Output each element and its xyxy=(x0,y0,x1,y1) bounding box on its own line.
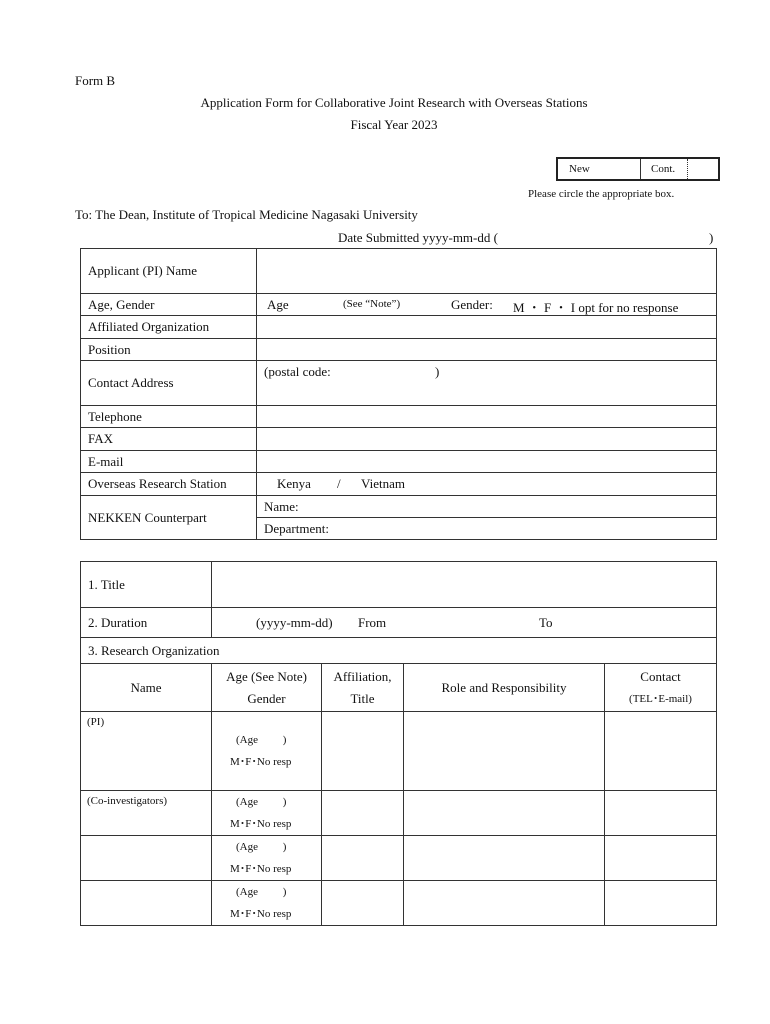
telephone-label: Telephone xyxy=(81,406,257,428)
age-gender-label: Age, Gender xyxy=(81,294,257,316)
counterpart-name-field[interactable] xyxy=(257,496,717,518)
counterpart-dept-field[interactable] xyxy=(257,518,717,540)
research-org-label: 3. Research Organization xyxy=(81,638,717,664)
row-name-cell[interactable]: (PI) xyxy=(81,712,212,791)
status-box xyxy=(556,157,720,181)
affiliated-org-field[interactable] xyxy=(257,316,717,339)
row-gender: M･F･No resp xyxy=(230,818,292,830)
date-submitted-close: ) xyxy=(709,230,714,245)
position-field[interactable] xyxy=(257,339,717,361)
station-vietnam[interactable]: Vietnam xyxy=(361,476,405,491)
col-affil-header-line2: Title xyxy=(350,690,375,706)
counterpart-dept-label: Department: xyxy=(264,521,329,536)
row-name-cell[interactable]: (Co-investigators) xyxy=(81,791,212,836)
date-submitted-label: Date Submitted yyyy-mm-dd ( xyxy=(338,230,498,245)
row-contact-cell[interactable] xyxy=(605,881,717,926)
row-age: (Age ) xyxy=(236,734,287,746)
new-label: New xyxy=(569,163,590,175)
applicant-table xyxy=(80,248,717,540)
contact-address-field[interactable] xyxy=(257,361,717,406)
telephone-field[interactable] xyxy=(257,406,717,428)
col-contact-header-line1: Contact xyxy=(640,668,681,684)
new-option[interactable] xyxy=(558,159,641,179)
cont-option[interactable] xyxy=(641,159,688,179)
row-gender: M･F･No resp xyxy=(230,908,292,920)
col-age-header-line2: Gender xyxy=(247,690,286,706)
table-row xyxy=(81,881,717,926)
duration-format: (yyyy-mm-dd) xyxy=(256,615,333,630)
contact-address-label: Contact Address xyxy=(81,361,257,406)
row-role-cell[interactable] xyxy=(404,881,605,926)
col-age-header xyxy=(212,664,322,712)
col-age-header-line1: Age (See Note) xyxy=(226,668,307,684)
row-contact-cell[interactable] xyxy=(605,836,717,881)
row-contact-cell[interactable] xyxy=(605,712,717,791)
row-affil-cell[interactable] xyxy=(322,881,404,926)
postal-code-label: (postal code: xyxy=(264,364,331,379)
postal-code-close: ) xyxy=(435,364,440,379)
counterpart-name-label: Name: xyxy=(264,499,299,514)
row-role-cell[interactable] xyxy=(404,836,605,881)
row-name-cell[interactable] xyxy=(81,881,212,926)
date-submitted-field[interactable] xyxy=(528,228,706,246)
gender-label: Gender: xyxy=(451,297,493,312)
gender-options[interactable]: M ・ F ・ I opt for no response xyxy=(513,300,679,315)
table-row xyxy=(81,791,717,836)
row-age-cell[interactable] xyxy=(212,712,322,791)
fax-field[interactable] xyxy=(257,428,717,451)
email-field[interactable] xyxy=(257,451,717,473)
form-title: Application Form for Collaborative Joint Research with Overseas Stations xyxy=(200,95,588,110)
form-label: Form B xyxy=(75,73,116,88)
applicant-name-label: Applicant (PI) Name xyxy=(81,249,257,294)
row-age: (Age ) xyxy=(236,886,287,898)
age-label: Age xyxy=(267,297,289,312)
row-age: (Age ) xyxy=(236,796,287,808)
station-field xyxy=(257,473,717,496)
row-contact-cell[interactable] xyxy=(605,791,717,836)
duration-label: 2. Duration xyxy=(81,608,212,638)
row-gender: M･F･No resp xyxy=(230,863,292,875)
age-gender-field[interactable] xyxy=(257,294,717,316)
cont-label: Cont. xyxy=(651,163,676,175)
duration-field[interactable] xyxy=(212,608,717,638)
research-table xyxy=(80,561,717,926)
col-contact-header xyxy=(605,664,717,712)
row-name-cell[interactable] xyxy=(81,836,212,881)
station-separator: / xyxy=(337,476,341,491)
row-affil-cell[interactable] xyxy=(322,712,404,791)
row-role-cell[interactable] xyxy=(404,791,605,836)
table-row xyxy=(81,836,717,881)
applicant-name-field[interactable] xyxy=(257,249,717,294)
row-affil-cell[interactable] xyxy=(322,836,404,881)
addressee: To: The Dean, Institute of Tropical Medicine Nagasaki University xyxy=(75,207,418,222)
see-note: (See “Note”) xyxy=(343,298,401,310)
fiscal-year: Fiscal Year 2023 xyxy=(350,117,438,132)
status-note: Please circle the appropriate box. xyxy=(528,188,675,200)
station-kenya[interactable]: Kenya xyxy=(277,476,311,491)
counterpart-label: NEKKEN Counterpart xyxy=(81,496,257,540)
col-affil-header-line1: Affiliation, xyxy=(333,668,392,684)
row-affil-cell[interactable] xyxy=(322,791,404,836)
col-name-header: Name xyxy=(81,664,212,712)
row-gender: M･F･No resp xyxy=(230,756,292,768)
fax-label: FAX xyxy=(81,428,257,451)
row-role-cell[interactable] xyxy=(404,712,605,791)
col-affil-header xyxy=(322,664,404,712)
row-age-cell[interactable] xyxy=(212,791,322,836)
email-label: E-mail xyxy=(81,451,257,473)
research-title-field[interactable] xyxy=(212,562,717,608)
station-label: Overseas Research Station xyxy=(81,473,257,496)
row-age: (Age ) xyxy=(236,841,287,853)
col-contact-header-line2: (TEL･E-mail) xyxy=(629,692,692,705)
row-age-cell[interactable] xyxy=(212,881,322,926)
affiliated-org-label: Affiliated Organization xyxy=(81,316,257,339)
research-title-label: 1. Title xyxy=(81,562,212,608)
duration-to: To xyxy=(539,615,553,630)
duration-from: From xyxy=(358,615,387,630)
table-row xyxy=(81,712,717,791)
row-age-cell[interactable] xyxy=(212,836,322,881)
position-label: Position xyxy=(81,339,257,361)
col-role-header: Role and Responsibility xyxy=(404,664,605,712)
